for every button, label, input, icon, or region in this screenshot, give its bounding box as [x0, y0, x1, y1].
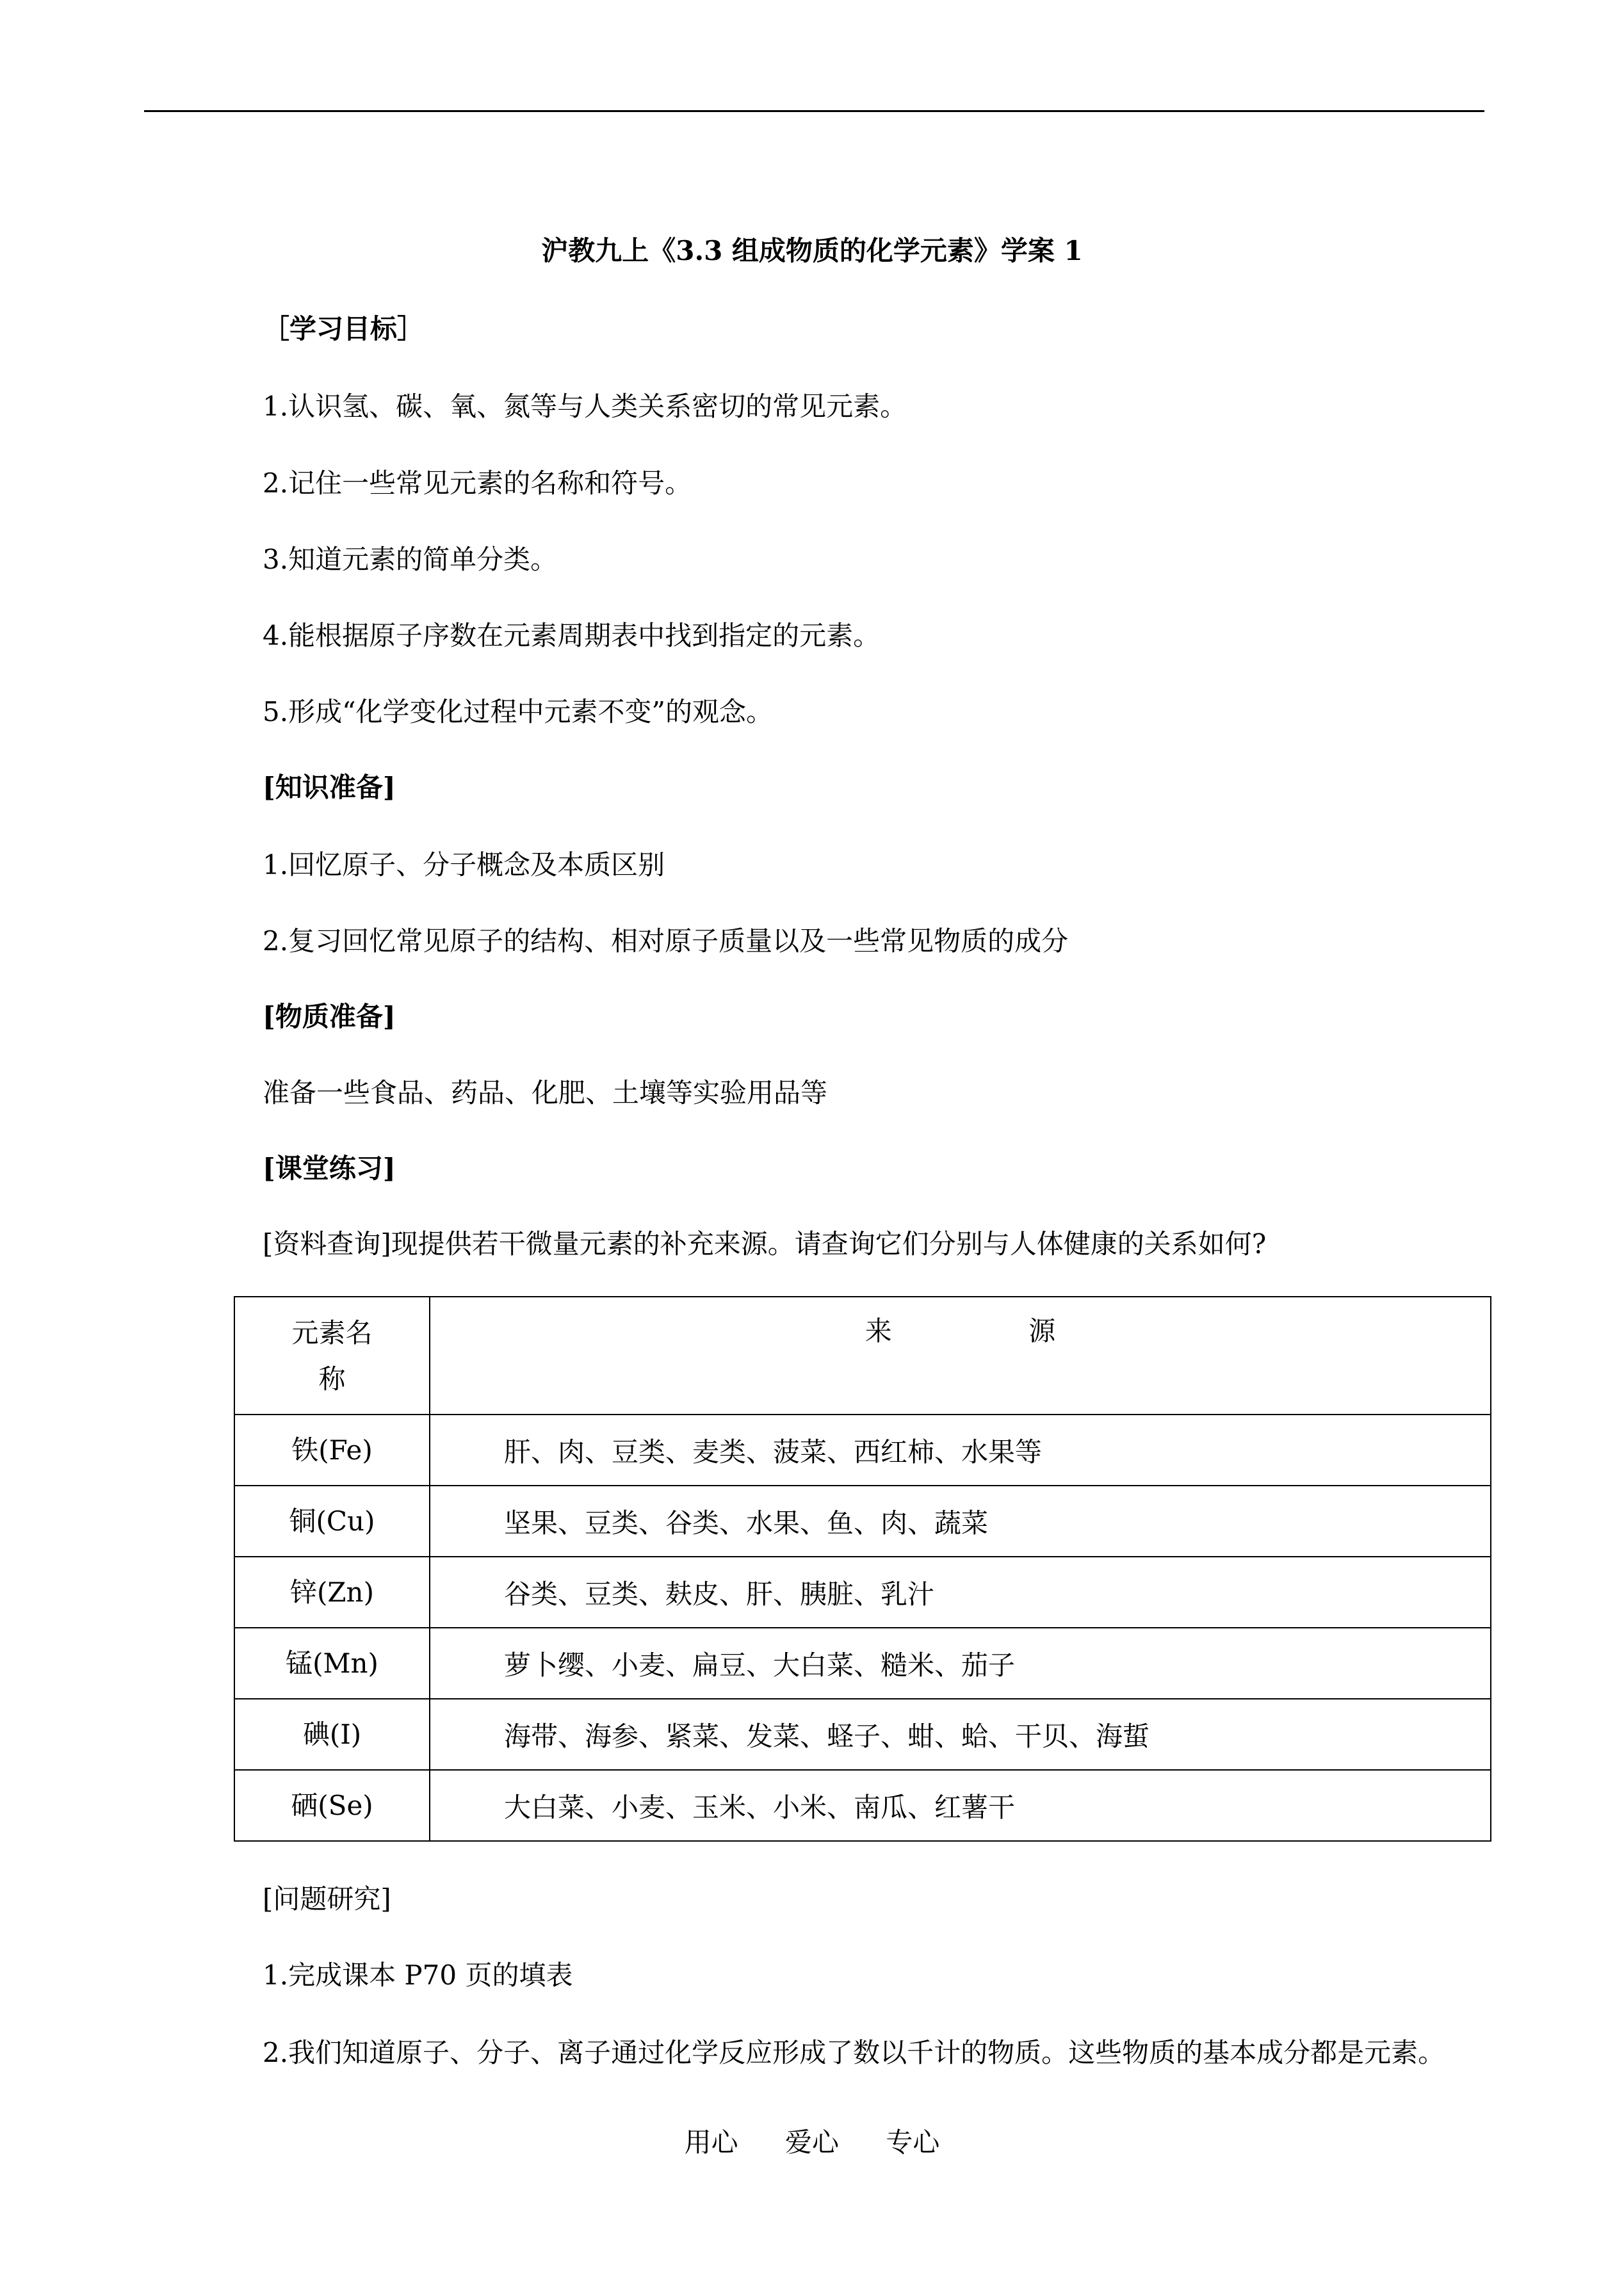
- element-cell: 铜(Cu): [234, 1486, 430, 1557]
- table-row: [234, 1699, 1491, 1770]
- page-footer: 用心 爱心 专心: [684, 2127, 940, 2158]
- header-source: 来 源: [430, 1297, 1491, 1415]
- goal-item: 1.认识氢、碳、氧、氮等与人类关系密切的常见元素。: [263, 391, 907, 422]
- element-cell: 硒(Se): [234, 1770, 430, 1841]
- header-rule: [144, 110, 1484, 112]
- material-text: 准备一些食品、药品、化肥、土壤等实验用品等: [263, 1077, 828, 1108]
- source-cell: 海带、海参、紧菜、发菜、蛏子、蚶、蛤、干贝、海蜇: [430, 1699, 1491, 1770]
- source-cell: 大白菜、小麦、玉米、小米、南瓜、红薯干: [430, 1770, 1491, 1841]
- table-row: [234, 1770, 1491, 1841]
- knowledge-item: 2.复习回忆常见原子的结构、相对原子质量以及一些常见物质的成分: [263, 925, 1069, 957]
- goal-item: 4.能根据原子序数在元素周期表中找到指定的元素。: [263, 620, 881, 651]
- research-item: 2.我们知道原子、分子、离子通过化学反应形成了数以千计的物质。这些物质的基本成分都是元素。: [263, 2037, 1445, 2068]
- source-cell: 萝卜缨、小麦、扁豆、大白菜、糙米、茄子: [430, 1628, 1491, 1699]
- goal-item: 2.记住一些常见元素的名称和符号。: [263, 467, 692, 499]
- research-heading: [问题研究]: [263, 1883, 391, 1915]
- table-row: [234, 1486, 1491, 1557]
- practice-heading: [课堂练习]: [263, 1153, 396, 1184]
- table-row: [234, 1628, 1491, 1699]
- source-cell: 谷类、豆类、麸皮、肝、胰脏、乳汁: [430, 1557, 1491, 1628]
- element-source-table: [234, 1296, 1491, 1842]
- material-heading: [物质准备]: [263, 1001, 396, 1032]
- knowledge-heading: [知识准备]: [263, 772, 396, 803]
- element-cell: 铁(Fe): [234, 1415, 430, 1486]
- table-row: [234, 1415, 1491, 1486]
- header-element-name: 元素名 称: [234, 1297, 430, 1415]
- practice-intro: [资料查询]现提供若干微量元素的补充来源。请查询它们分别与人体健康的关系如何?: [263, 1228, 1267, 1260]
- goal-item: 5.形成“化学变化过程中元素不变”的观念。: [263, 696, 774, 727]
- knowledge-item: 1.回忆原子、分子概念及本质区别: [263, 849, 665, 880]
- source-cell: 肝、肉、豆类、麦类、菠菜、西红柿、水果等: [430, 1415, 1491, 1486]
- table-row: [234, 1557, 1491, 1628]
- element-cell: 锰(Mn): [234, 1628, 430, 1699]
- goals-heading: ［学习目标］: [263, 313, 425, 345]
- research-item: 1.完成课本 P70 页的填表: [263, 1959, 573, 1991]
- source-cell: 坚果、豆类、谷类、水果、鱼、肉、蔬菜: [430, 1486, 1491, 1557]
- table-header-row: [234, 1297, 1491, 1415]
- element-cell: 碘(I): [234, 1699, 430, 1770]
- goal-item: 3.知道元素的简单分类。: [263, 544, 558, 575]
- element-cell: 锌(Zn): [234, 1557, 430, 1628]
- page-title: 沪教九上《3.3 组成物质的化学元素》学案 1: [541, 235, 1083, 266]
